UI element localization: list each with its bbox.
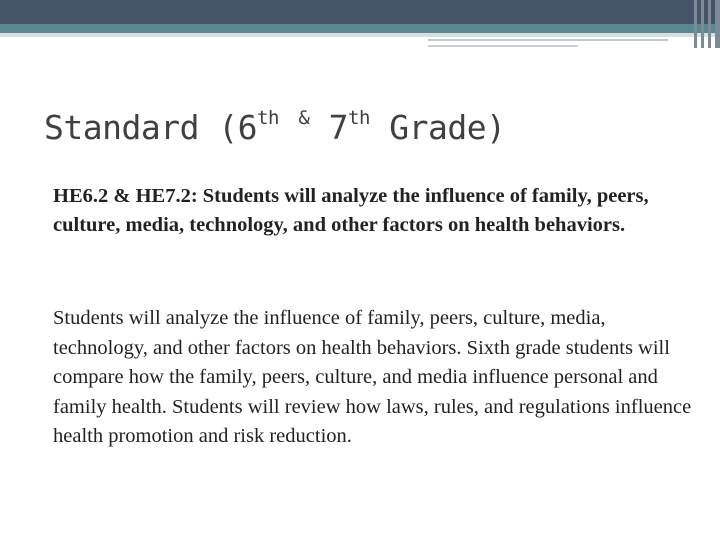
header-bar-light xyxy=(0,33,720,37)
title-suffix: Grade) xyxy=(369,108,506,147)
header-right-strip xyxy=(694,0,720,48)
header-accent-line-2 xyxy=(428,45,578,47)
title-prefix: Standard (6 xyxy=(44,108,258,147)
title-superscript-2: th xyxy=(348,107,370,129)
standard-description: Students will analyze the influence of family, peers, culture, media, technology, and other factors on health behaviors. Sixth grade students will compare how the family, peers, culture, and media influence personal and family health. Students will review how laws, rules, and regulations influence health promotion and risk reduction. xyxy=(53,307,692,447)
header-bar-teal xyxy=(0,24,720,33)
standard-statement: HE6.2 & HE7.2: Students will analyze the influence of family, peers, culture, media, technology, and other factors on health behaviors. xyxy=(53,185,649,236)
title-ampersand: & xyxy=(298,107,310,129)
slide-title xyxy=(44,108,505,147)
title-superscript-1: th xyxy=(257,107,279,129)
title-middle: 7 xyxy=(309,108,349,147)
header-accent-line-1 xyxy=(428,39,668,41)
header-bar-dark xyxy=(0,0,720,24)
